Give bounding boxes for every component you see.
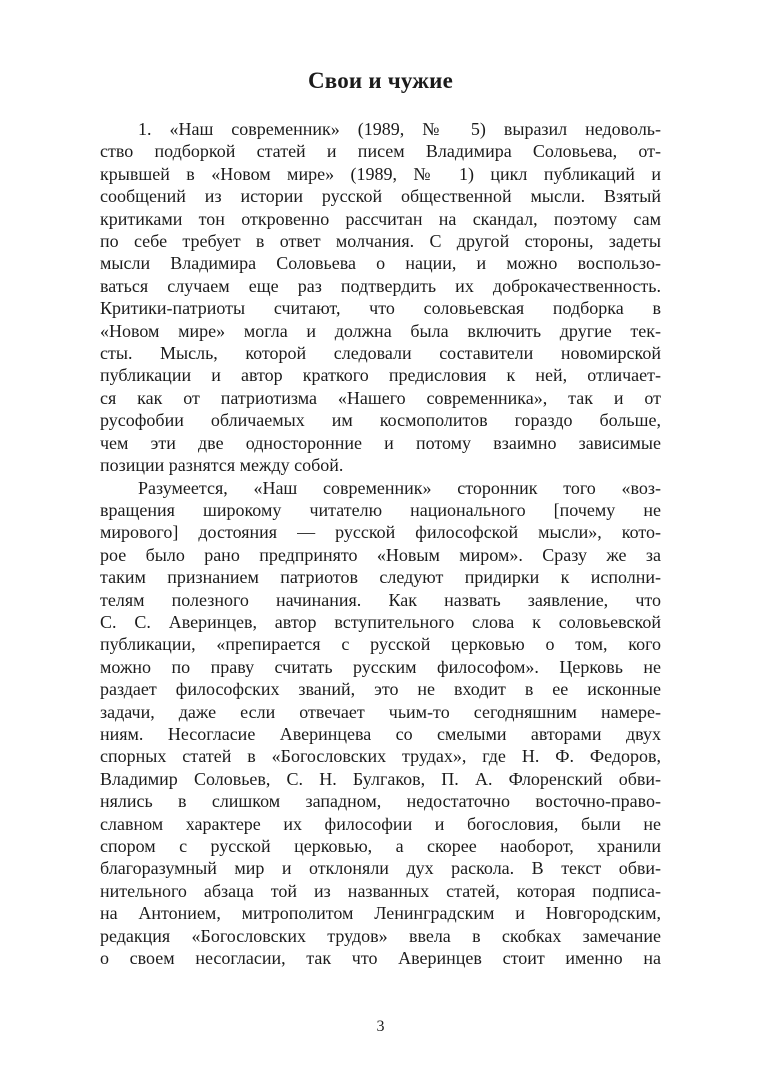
page-title: Свои и чужие xyxy=(307,68,454,93)
text-line: чем эти две односторонние и потому взаимно зависимые xyxy=(100,432,661,453)
text-line: публикации и автор краткого предисловия к ней, отличает- xyxy=(100,365,661,386)
text-line: «Новом мире» могла и должна была включить другие тек- xyxy=(100,320,661,341)
page-number: 3 xyxy=(376,1018,385,1035)
text-line: ся как от патриотизма «Нашего современника», так и от xyxy=(100,387,661,408)
text-line: Критики-патриоты считают, что соловьевская подборка в xyxy=(100,298,661,319)
text-line: критиками тон откровенно рассчитан на скандал, поэтому сам xyxy=(100,208,661,229)
paragraph xyxy=(100,118,661,477)
text-line: ство подборкой статей и писем Владимира Соловьева, от- xyxy=(100,141,661,162)
text-line: сты. Мысль, которой следовали составители новомирской xyxy=(100,343,661,364)
text-line: Владимир Соловьев, С. Н. Булгаков, П. А. Флоренский обви- xyxy=(100,768,661,789)
text-line: нительного абзаца той из названных статей, которая подписа- xyxy=(100,880,661,901)
text-line: славном характере их философии и богословия, были не xyxy=(100,813,661,834)
text-line: 1. «Наш современник» (1989, № 5) выразил недоволь- xyxy=(138,119,661,139)
text-line: вращения широкому читателю национального [почему не xyxy=(100,499,661,520)
text-line: мирового] достояния — русской философской мысли», кото- xyxy=(100,522,661,543)
text-line: можно по праву считать русским философом». Церковь не xyxy=(100,656,661,677)
text-line: о своем несогласии, так что Аверинцев стоит именно на xyxy=(100,948,661,969)
text-line: таким признанием патриотов следуют придирки к исполни- xyxy=(100,567,661,588)
text-line: спором с русской церковью, а скорее наоборот, хранили xyxy=(100,836,661,856)
text-line: русофобии обличаемых им космополитов гораздо больше, xyxy=(100,410,661,431)
text-line: благоразумный мир и отклоняли дух раскола. В текст обви- xyxy=(100,858,661,879)
text-line: спорных статей в «Богословских трудах», где Н. Ф. Федоров, xyxy=(100,746,661,767)
text-line: Разумеется, «Наш современник» сторонник того «воз- xyxy=(138,477,661,498)
text-line: сообщений из истории русской общественной мысли. Взятый xyxy=(100,186,661,207)
text-line: ниям. Несогласие Аверинцева со смелыми авторами двух xyxy=(100,723,661,744)
paragraph xyxy=(100,477,661,970)
text-line: на Антонием, митрополитом Ленинградским и Новгородским, xyxy=(100,903,661,924)
text-line: С. С. Аверинцев, автор вступительного слова к соловьевской xyxy=(100,611,661,632)
text-line: по себе требует в ответ молчания. С другой стороны, задеты xyxy=(100,231,661,252)
text-line: крывшей в «Новом мире» (1989, № 1) цикл публикаций и xyxy=(100,163,661,184)
text-line: редакция «Богословских трудов» ввела в скобках замечание xyxy=(100,925,661,946)
text-line: нялись в слишком западном, недостаточно восточно-право- xyxy=(100,791,661,812)
document-body xyxy=(100,118,661,969)
text-line: публикации, «препирается с русской церковью о том, кого xyxy=(100,634,661,655)
text-line: задачи, даже если отвечает чьим-то сегодняшним намере- xyxy=(100,701,661,722)
text-line: рое было рано предпринято «Новым миром». Сразу же за xyxy=(100,544,661,565)
text-line: телям полезного начинания. Как назвать заявление, что xyxy=(100,589,661,610)
text-line: раздает философских званий, это не входит в ее исконные xyxy=(100,679,661,700)
text-line: мысли Владимира Соловьева о нации, и можно воспользо- xyxy=(100,253,661,274)
text-line: позиции разнятся между собой. xyxy=(100,455,344,476)
text-line: ваться случаем еще раз подтвердить их доброкачественность. xyxy=(100,275,661,296)
